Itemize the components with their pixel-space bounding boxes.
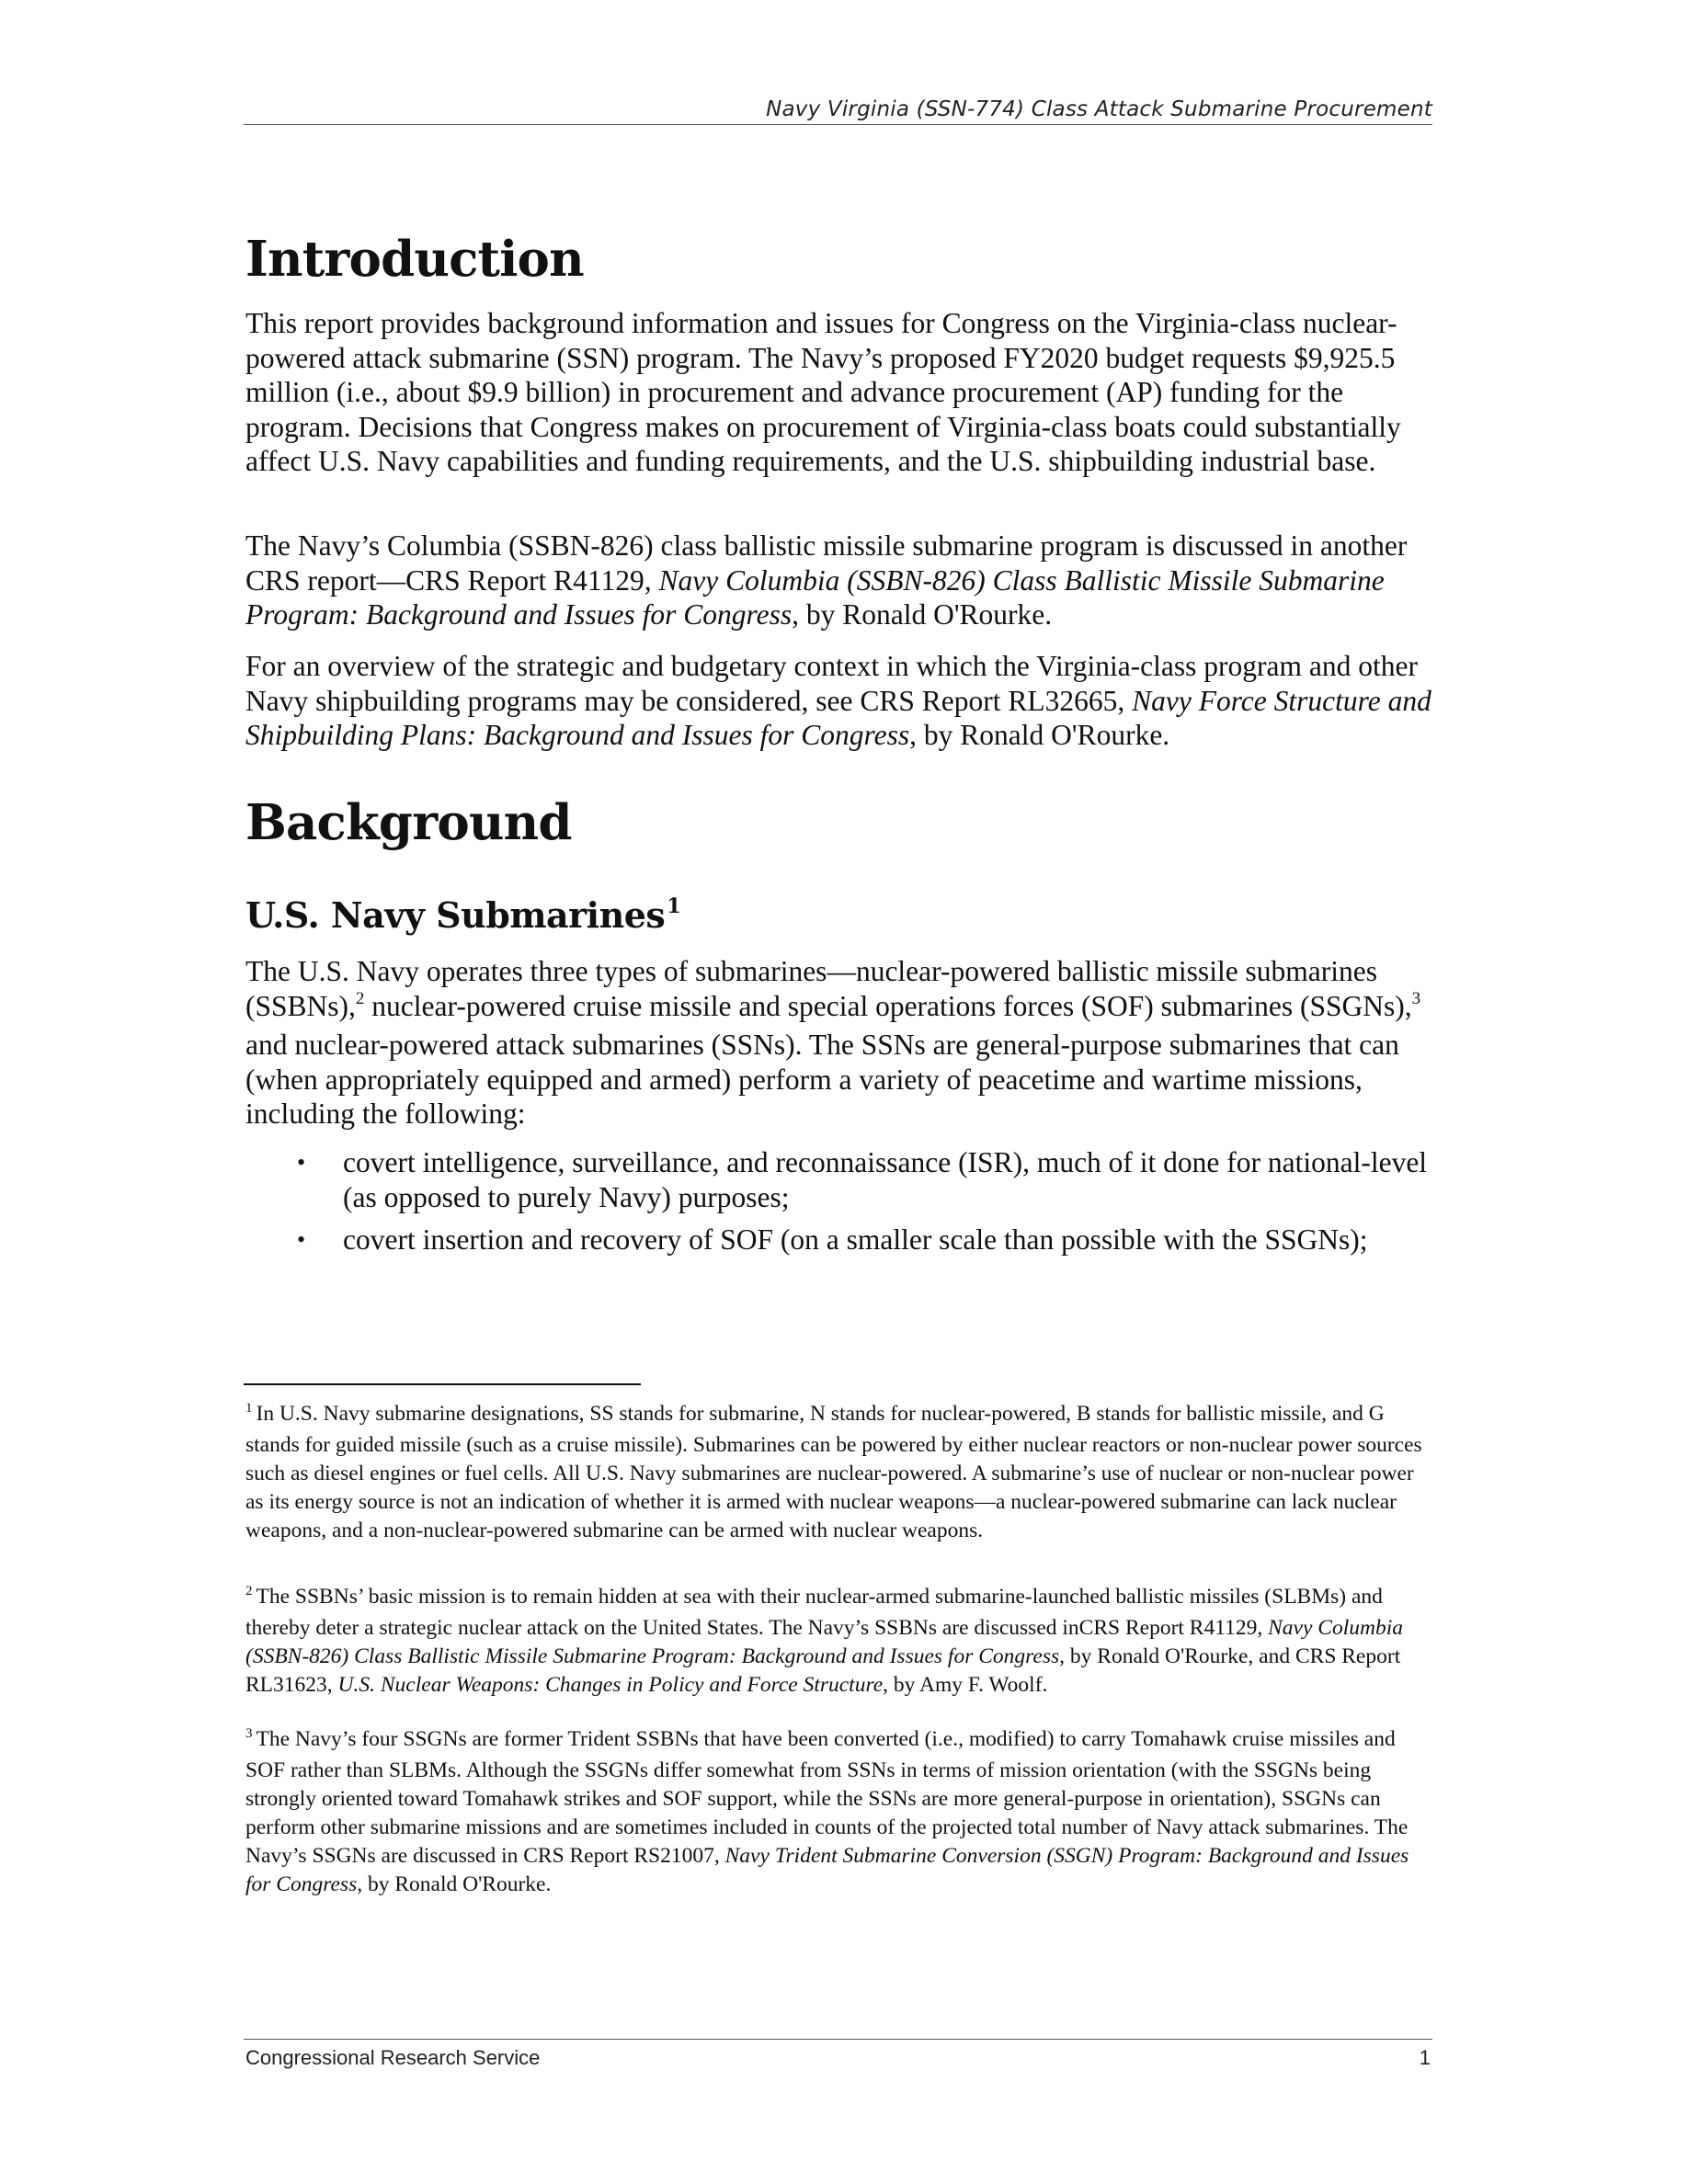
footnote-1-text: In U.S. Navy submarine designations, SS stands for submarine, N stands for nuclear-powered, B stands for ballistic missile, and G stands for guided missile (such as a cruise missile). Submarines can be powered by either nuclear reactors or non-nuclear power sources such as diesel engines or fuel cells. All U.S. Navy submarines are nuclear-powered. A submarine’s use of nuclear or non-nuclear power as its energy source is not an indication of whether it is armed with nuclear weapons—a nuclear-powered submarine can lack nuclear weapons, and a non-nuclear-powered submarine can be armed with nuclear weapons. [245, 1402, 1422, 1542]
background-heading: Background [245, 794, 572, 851]
footnote-3-title: Navy Trident Submarine Conversion (SSGN) Program: Background and Issues for Congress [245, 1844, 1409, 1896]
bg-p1-text-b: nuclear-powered cruise missile and special operations forces (SOF) submarines (SSGNs), [364, 989, 1412, 1022]
footnote-2-title-2: U.S. Nuclear Weapons: Changes in Policy and Force Structure [337, 1673, 884, 1697]
bullet-text: covert intelligence, surveillance, and reconnaissance (ISR), much of it done for national-level (as opposed to purely Navy) purposes; [343, 1146, 1428, 1213]
page-number: 1 [1419, 2046, 1431, 2069]
bullet-text: covert insertion and recovery of SOF (on a smaller scale than possible with the SSGNs); [343, 1223, 1368, 1256]
running-header: Navy Virginia (SSN-774) Class Attack Submarine Procurement [766, 97, 1432, 121]
missions-bullet-list [245, 1145, 1441, 1266]
footnote-3-text-b: , by Ronald O'Rourke. [357, 1872, 552, 1896]
bullet-icon: • [297, 1226, 306, 1253]
subheading-text: U.S. Navy Submarines [245, 894, 666, 936]
bg-p1-text-a: The U.S. Navy operates three types of submarines—nuclear-powered ballistic missile submarines (SSBNs), [245, 955, 1378, 1022]
footnote-1-number: 1 [245, 1401, 253, 1416]
introduction-heading: Introduction [245, 231, 584, 288]
footnote-ref-3: 3 [1411, 988, 1421, 1008]
footer-rule [244, 2039, 1432, 2040]
footnote-ref-1: 1 [667, 894, 681, 918]
p3-text-b: , by Ronald O'Rourke. [909, 719, 1170, 751]
footnote-2-text-c: , by Amy F. Woolf. [883, 1673, 1048, 1697]
header-rule [244, 124, 1432, 125]
submarines-subheading [245, 894, 681, 936]
p2-text-a: The Navy’s Columbia (SSBN-826) class ballistic missile submarine program is discussed in another CRS report—CRS Report R41129, [245, 529, 1408, 597]
list-item [245, 1223, 1441, 1257]
footnote-2-text-b: , by Ronald O'Rourke, and CRS Report RL31623, [245, 1644, 1401, 1697]
footnote-2-number: 2 [245, 1584, 253, 1598]
bullet-icon: • [297, 1149, 306, 1176]
background-paragraph-1 [245, 954, 1441, 1132]
footnote-1 [245, 1400, 1431, 1545]
introduction-paragraph-3 [245, 649, 1441, 753]
p2-text-b: , by Ronald O'Rourke. [792, 598, 1053, 631]
footnote-2 [245, 1583, 1431, 1700]
p2-report-title: Navy Columbia (SSBN-826) Class Ballistic Missile Submarine Program: Background and Issues for Congress [245, 563, 1385, 631]
list-item [245, 1145, 1441, 1214]
footnote-3-number: 3 [245, 1726, 253, 1741]
bg-p1-text-c: and nuclear-powered attack submarines (SSNs). The SSNs are general-purpose submarines that can (when appropriately equipped and armed) perform a variety of peacetime and wartime missions, including the following: [245, 1029, 1399, 1130]
footnote-ref-2: 2 [355, 988, 365, 1008]
footnote-separator [244, 1383, 641, 1385]
footer-source: Congressional Research Service [245, 2046, 541, 2069]
footnote-2-title-1: Navy Columbia (SSBN-826) Class Ballistic Missile Submarine Program: Background and Issues for Congress [245, 1616, 1403, 1668]
footnote-3 [245, 1725, 1431, 1899]
p3-text-a: For an overview of the strategic and budgetary context in which the Virginia-class program and other Navy shipbuilding programs may be considered, see CRS Report RL32665, [245, 650, 1418, 717]
introduction-paragraph-2 [245, 529, 1441, 632]
footnote-2-text-a: The SSBNs’ basic mission is to remain hidden at sea with their nuclear-armed submarine-launched ballistic missiles (SLBMs) and thereby deter a strategic nuclear attack on the United States. The Navy’s SSBNs are discussed inCRS Report R41129, [245, 1585, 1383, 1640]
footnote-3-text-a: The Navy’s four SSGNs are former Trident SSBNs that have been converted (i.e., modified) to carry Tomahawk cruise missiles and SOF rather than SLBMs. Although the SSGNs differ somewhat from SSNs in terms of mission orientation (with the SSGNs being strongly oriented toward Tomahawk strikes and SOF support, while the SSNs are more general-purpose in orientation), SSGNs can perform other submarine missions and are sometimes included in counts of the projected total number of Navy attack submarines. The Navy’s SSGNs are discussed in CRS Report RS21007, [245, 1727, 1409, 1868]
p3-report-title: Navy Force Structure and Shipbuilding Plans: Background and Issues for Congress [245, 684, 1431, 751]
introduction-paragraph-1: This report provides background information and issues for Congress on the Virginia-class nuclear-powered attack submarine (SSN) program. The Navy’s proposed FY2020 budget requests $9,925.5 million (i.e., about $9.9 billion) in procurement and advance procurement (AP) funding for the program. Decisions that Congress makes on procurement of Virginia-class boats could substantially affect U.S. Navy capabilities and funding requirements, and the U.S. shipbuilding industrial base. [245, 307, 1401, 477]
